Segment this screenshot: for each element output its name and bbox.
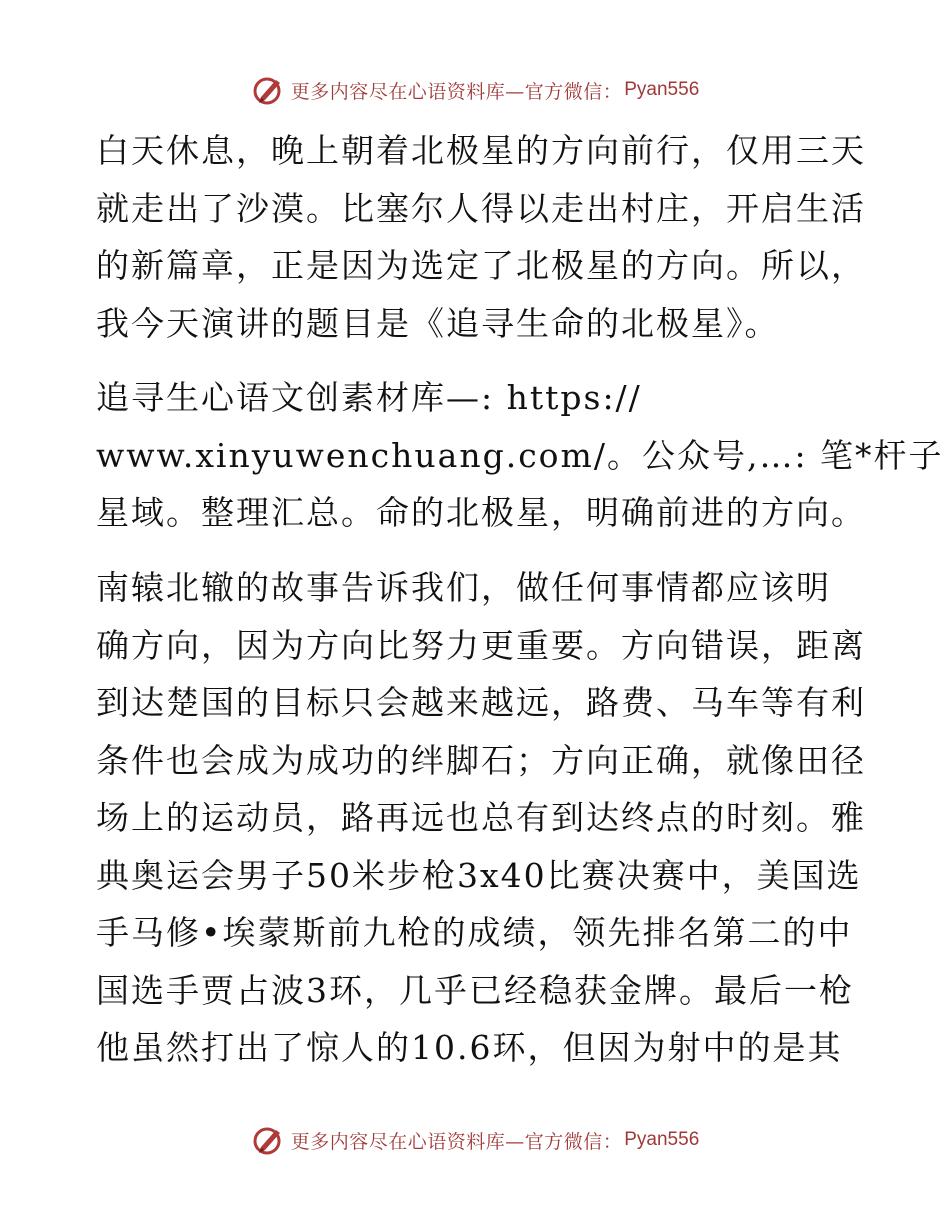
paragraph-line: 手马修•埃蒙斯前九枪的成绩，领先排名第二的中 bbox=[96, 913, 853, 952]
paragraph-line: 他虽然打出了惊人的10.6环，但因为射中的是其 bbox=[96, 1028, 843, 1067]
footer-wechat-id: Pyan556 bbox=[624, 1129, 700, 1150]
pen-circle-logo-icon bbox=[251, 1123, 285, 1157]
paragraph-line: 确方向，因为方向比努力更重要。方向错误，距离 bbox=[96, 625, 866, 665]
paragraph-line: www.xinyuwenchuang.com/。公众号,…: 笔*杆子 bbox=[96, 435, 944, 475]
paragraph-1 bbox=[96, 122, 866, 352]
paragraph-line: 白天休息，晚上朝着北极星的方向前行，仅用三天 bbox=[96, 131, 866, 170]
paragraph-3 bbox=[96, 559, 866, 1077]
pen-circle-logo-icon bbox=[251, 73, 285, 107]
paragraph-line: 国选手贾占波3环，几乎已经稳获金牌。最后一枪 bbox=[96, 970, 854, 1010]
paragraph-line: 南辕北辙的故事告诉我们，做任何事情都应该明 bbox=[96, 568, 831, 607]
paragraph-line: 星域。整理汇总。命的北极星，明确前进的方向。 bbox=[96, 493, 866, 532]
header-wechat-id: Pyan556 bbox=[624, 79, 700, 100]
paragraph-line: 的新篇章，正是因为选定了北极星的方向。所以， bbox=[96, 246, 866, 285]
footer-banner bbox=[0, 1120, 950, 1160]
paragraph-line: 条件也会成为成功的绊脚石；方向正确，就像田径 bbox=[96, 740, 866, 780]
paragraph-2 bbox=[96, 369, 944, 542]
footer-banner-text: 更多内容尽在心语资料库—官方微信： bbox=[290, 1130, 623, 1153]
paragraph-line: 就走出了沙漠。比塞尔人得以走出村庄，开启生活 bbox=[96, 188, 866, 228]
paragraph-line: 场上的运动员，路再远也总有到达终点的时刻。雅 bbox=[96, 798, 866, 837]
paragraph-line: 到达楚国的目标只会越来越远，路费、马车等有利 bbox=[96, 683, 866, 722]
paragraph-line: 追寻生心语文创素材库—: https:// bbox=[96, 378, 642, 417]
paragraph-line: 典奥运会男子50米步枪3x40比赛决赛中，美国选 bbox=[96, 855, 862, 895]
paragraph-line: 我今天演讲的题目是《追寻生命的北极星》。 bbox=[96, 303, 780, 343]
header-banner bbox=[0, 70, 950, 110]
header-banner-text: 更多内容尽在心语资料库—官方微信： bbox=[290, 80, 623, 103]
